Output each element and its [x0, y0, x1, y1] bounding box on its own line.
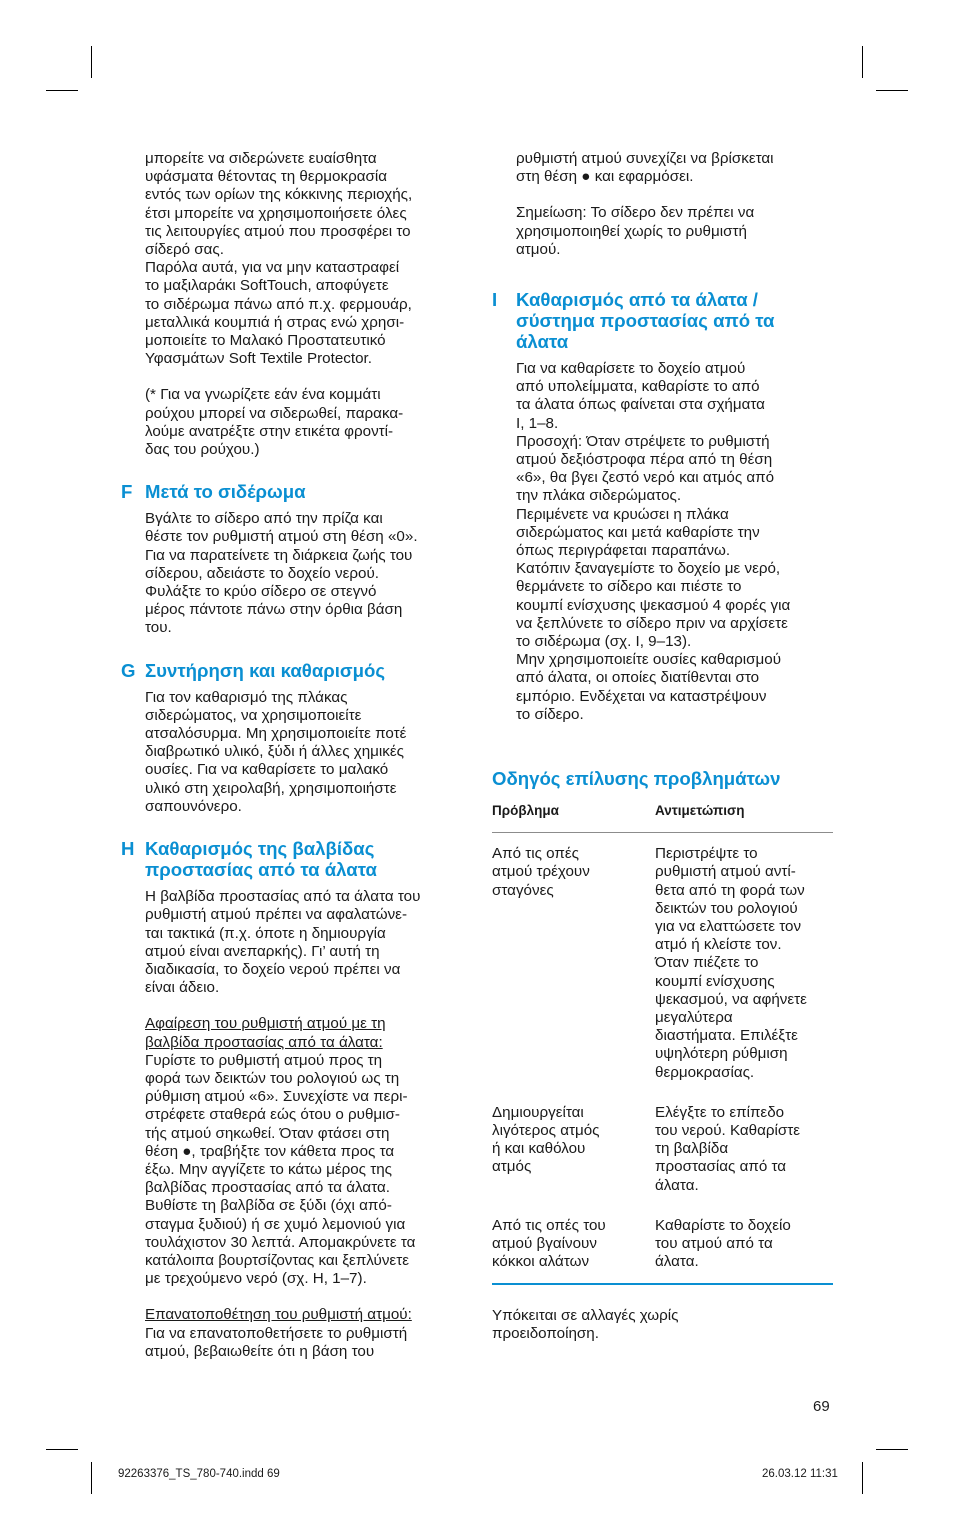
remedy-cell: Καθαρίστε το δοχείο του ατμού από τα άλατα. — [655, 1205, 833, 1285]
crop-mark — [876, 90, 908, 91]
troubleshooting-table — [492, 799, 833, 1285]
note-paragraph: Σημείωση: Το σίδερο δεν πρέπει να χρησιμοποιηθεί χωρίς το ρυθμιστή ατμού. — [516, 204, 755, 258]
section-f-heading — [121, 481, 470, 503]
section-letter: I — [492, 289, 498, 311]
page-number: 69 — [813, 1398, 830, 1415]
right-column — [492, 150, 836, 724]
crop-mark — [46, 90, 78, 91]
crop-mark — [876, 1449, 908, 1450]
remedy-cell: Ελέγξτε το επίπεδο του νερού. Καθαρίστε τη βαλβίδα προστασίας από τα άλατα. — [655, 1103, 801, 1194]
reinsert-text: Για να επανατοποθετήσετε το ρυθμιστή ατμού, βεβαιωθείτε ότι η βάση του — [145, 1324, 408, 1360]
section-title: Μετά το σιδέρωμα — [145, 481, 306, 503]
section-letter: G — [121, 659, 136, 681]
section-h-text: Η βαλβίδα προστασίας από τα άλατα του ρυθμιστή ατμού πρέπει να αφαλατώνε- ται τακτικά (π.χ. όποτε η δημιουργία ατμού είναι ανεπαρκής). Γι’ αυτή τη διαδικασία, το δοχείο νερού πρέπει να είναι άδειο. — [145, 888, 421, 997]
table-header-row — [492, 799, 833, 833]
section-title: Συντήρηση και καθαρισμός — [145, 659, 386, 681]
intro-paragraph: μπορείτε να σιδερώνετε ευαίσθητα υφάσματα θέτοντας τη θερμοκρασία εντός των ορίων της κόκκινης περιοχής, έτσι μπορείτε να χρησιμοποιήσετε όλες τις λειτουργίες ατμού που προσφέρει το σίδερό σας. Παρόλα αυτά, για να μην καταστραφεί το μαξιλαράκι SoftTouch, αποφύγετε το σιδέρωμα πάνω από π.χ. φερμουάρ, μεταλλικά κουμπιά ή στρας ενώ χρησι- μοποιείτε το Μαλακό Προστατευτικό Υφασμάτων Soft Textile Protector. — [145, 150, 413, 368]
continued-text: ρυθμιστή ατμού συνεχίζει να βρίσκεται στη θέση ● και εφαρμόσει. — [516, 150, 774, 186]
section-h-heading — [121, 838, 470, 881]
crop-mark — [91, 1462, 92, 1494]
section-f-text: Βγάλτε το σίδερο από την πρίζα και θέστε τον ρυθμιστή ατμού στη θέση «0». Για να παρατείνετε τη διάρκεια ζωής του σίδερου, αδειάστε το δοχείο νερού. Φυλάξτε το κρύο σίδερο σε στεγνό μέρος πάντοτε πάνω στην όρθια βάση του. — [145, 510, 418, 637]
section-title: Καθαρισμός της βαλβίδας προστασίας από τα άλατα — [145, 838, 377, 881]
section-g-heading — [121, 659, 470, 681]
problem-cell: Δημιουργείται λιγότερος ατμός ή και καθόλου ατμός — [492, 1103, 600, 1176]
crop-mark — [46, 1449, 78, 1450]
table-row — [492, 1205, 833, 1285]
troubleshooting — [492, 752, 833, 1285]
problem-cell: Από τις οπές ατμού τρέχουν σταγόνες — [492, 845, 590, 899]
remedy-cell: Περιστρέψτε το ρυθμιστή ατμού αντί- θετα από τη φορά των δεικτών του ρολογιού για να ελαττώσετε τον ατμό ή κλείστε τον. Όταν πιέζετε το κουμπί ενίσχυσης ψεκασμού, να αφήνετε μεγαλύτερα διαστήματα. Επιλέξτε υψηλότερη ρύθμιση θερμοκρασίας. — [655, 845, 807, 1081]
footer-date: 26.03.12 11:31 — [762, 1468, 838, 1480]
section-letter: F — [121, 481, 133, 503]
garment-note: (* Για να γνωρίζετε εάν ένα κομμάτι ρούχου μπορεί να σιδερωθεί, παρακα- λούμε ανατρέξτε στην ετικέτα φροντί- δας του ρούχου.) — [145, 386, 404, 459]
problem-cell: Από τις οπές του ατμού βγαίνουν κόκκοι αλάτων — [492, 1205, 655, 1285]
section-letter: H — [121, 838, 135, 860]
column-header-remedy: Αντιμετώπιση — [655, 799, 833, 833]
left-column — [121, 150, 470, 1361]
section-i-heading — [492, 289, 836, 353]
table-row — [492, 1092, 833, 1205]
table-row — [492, 833, 833, 1092]
section-i-text: Για να καθαρίσετε το δοχείο ατμού από υπολείμματα, καθαρίστε το από τα άλατα όπως φαίνεται στα σχήματα I, 1–8. Προσοχή: Όταν στρέψετε το ρυθμιστή ατμού δεξιόστροφα πέρα από τη θέση «6», θα βγει ζεστό νερό και ατμός από την πλάκα σιδερώματος. Περιμένετε να κρυώσει η πλάκα σιδερώματος και μετά καθαρίστε την όπως περιγράφεται παραπάνω. Κατόπιν ξαναγεμίστε το δοχείο με νερό, θερμάνετε το σίδερο και πιέστε το κουμπί ενίσχυσης ψεκασμού 4 φορές για να ξεπλύνετε το σίδερο πριν να αρχίσετε το σιδέρωμα (σχ. I, 9–13). Μην χρησιμοποιείτε ουσίες καθαρισμού από άλατα, οι οποίες διατίθενται στο εμπόριο. Ενδέχεται να καταστρέψουν το σίδερο. — [516, 360, 791, 723]
disclaimer — [492, 1307, 822, 1343]
removal-text: Γυρίστε το ρυθμιστή ατμού προς τη φορά των δεικτών του ρολογιού ως τη ρύθμιση ατμού «6». Συνεχίστε να περι- στρέφετε σταθερά εώς ότου ο ρυθμισ- τής ατμού σηκωθεί. Όταν φτάσει στη θέση ●, τραβήξτε τον κάθετα προς τα έξω. Μην αγγίζετε το κάτω μέρος της βαλβίδας προστασίας από τα άλατα. Βυθίστε τη βαλβίδα σε ξύδι (όχι από- σταγμα ξυδιού) ή σε χυμό λεμονιού για τουλάχιστον 30 λεπτά. Απομακρύνετε τα κατάλοιπα βουρτσίζοντας και ξεπλύνετε με τρεχούμενο νερό (σχ. H, 1–7). — [145, 1051, 416, 1288]
troubleshooting-title: Οδηγός επίλυσης προβλημάτων — [492, 768, 781, 789]
crop-mark — [862, 46, 863, 78]
footer-filename: 92263376_TS_780-740.indd 69 — [118, 1468, 280, 1480]
column-header-problem: Πρόβλημα — [492, 799, 655, 833]
disclaimer-text: Υπόκειται σε αλλαγές χωρίς προειδοποίηση. — [492, 1307, 679, 1343]
crop-mark — [91, 46, 92, 78]
crop-mark — [862, 1462, 863, 1494]
section-title: Καθαρισμός από τα άλατα / σύστημα προστασίας από τα άλατα — [516, 289, 775, 353]
section-g-text: Για τον καθαρισμό της πλάκας σιδερώματος, να χρησιμοποιείτε ατσαλόσυρμα. Μη χρησιμοποιείτε ποτέ διαβρωτικό υλικό, ξύδι ή άλλες χημικές ουσίες. Για να καθαρίσετε το μαλακό υλικό στη χειρολαβή, χρησιμοποιήστε σαπουνόνερο. — [145, 688, 407, 815]
removal-heading: Αφαίρεση του ρυθμιστή ατμού με τη βαλβίδα προστασίας από τα άλατα: — [145, 1015, 386, 1051]
reinsert-heading: Επανατοποθέτηση του ρυθμιστή ατμού: — [145, 1306, 412, 1324]
